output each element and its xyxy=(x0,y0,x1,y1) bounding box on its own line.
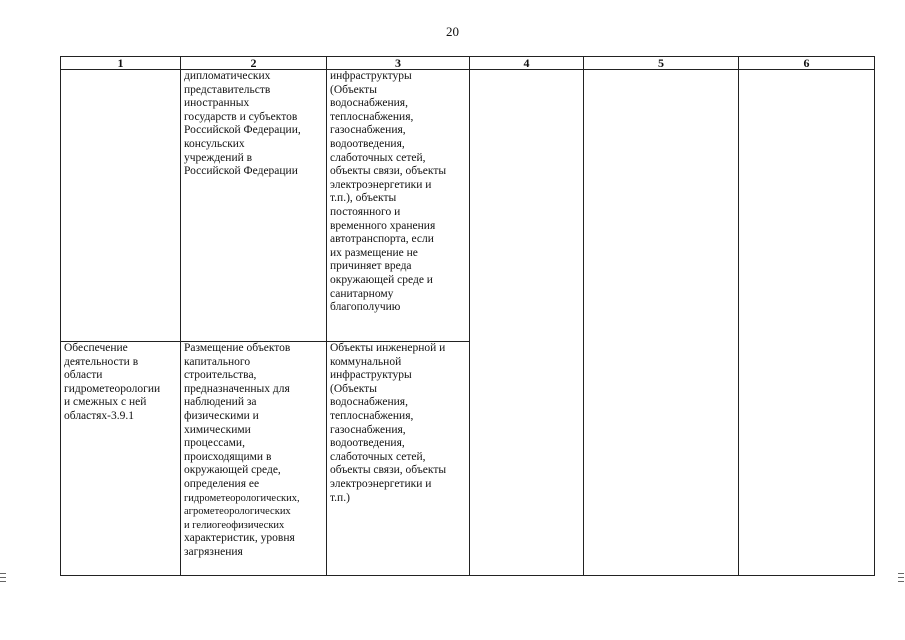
table-cell-r2-c5 xyxy=(584,342,739,576)
table-header-row xyxy=(61,57,875,70)
cell-text: Размещение объектов капитального строительства, предназначенных для наблюдений за физическими и химическими процессами, происходящими в окружающей среде, определения ее xyxy=(184,342,291,490)
table-cell-r2-c3 xyxy=(327,342,470,576)
cell-text: инфраструктуры (Объекты водоснабжения, теплоснабжения, газоснабжения, водоотведения, слаботочных сетей, объекты связи, объекты электроэнергетики и т.п.), объекты постоянного и временного хранения автотранспорта, если их размещение не причиняет вреда окружающей среде и санитарному благополучию xyxy=(330,70,447,314)
table-cell-r1-c2 xyxy=(181,70,327,342)
table-cell-r2-c2 xyxy=(181,342,327,576)
cell-text: Обеспечение деятельности в области гидрометеорологии и смежных с ней областях-3.9.1 xyxy=(64,342,161,422)
column-header-3: 3 xyxy=(327,57,470,70)
table-row xyxy=(61,70,875,342)
table-cell-r1-c1 xyxy=(61,70,181,342)
page-number: 20 xyxy=(446,24,459,39)
table-cell-r2-c1 xyxy=(61,342,181,576)
table-cell-r1-c6 xyxy=(739,70,875,342)
table-cell-r1-c5 xyxy=(584,70,739,342)
column-header-6: 6 xyxy=(739,57,875,70)
cell-text: Объекты инженерной и коммунальной инфраструктуры (Объекты водоснабжения, теплоснабжения, газоснабжения, водоотведения, слаботочных сетей, объекты связи, объекты электроэнергетики и т.п.) xyxy=(330,342,447,504)
scan-edge-mark-right xyxy=(898,573,904,582)
land-use-table xyxy=(60,56,875,576)
table-cell-r2-c6 xyxy=(739,342,875,576)
table-cell-r1-c3 xyxy=(327,70,470,342)
table-cell-r1-c4 xyxy=(470,70,584,342)
scan-edge-mark-left xyxy=(0,573,6,582)
column-header-5: 5 xyxy=(584,57,739,70)
cell-text-small: гидрометеорологических, агрометеорологических и гелиогеофизических xyxy=(184,492,300,531)
column-header-1: 1 xyxy=(61,57,181,70)
column-header-2: 2 xyxy=(181,57,327,70)
table-row xyxy=(61,342,875,576)
cell-text: характеристик, уровня загрязнения xyxy=(184,532,295,558)
table-cell-r2-c4 xyxy=(470,342,584,576)
column-header-4: 4 xyxy=(470,57,584,70)
cell-text: дипломатических представительств иностранных государств и субъектов Российской Федерации, консульских учреждений в Российской Федерации xyxy=(184,70,301,178)
